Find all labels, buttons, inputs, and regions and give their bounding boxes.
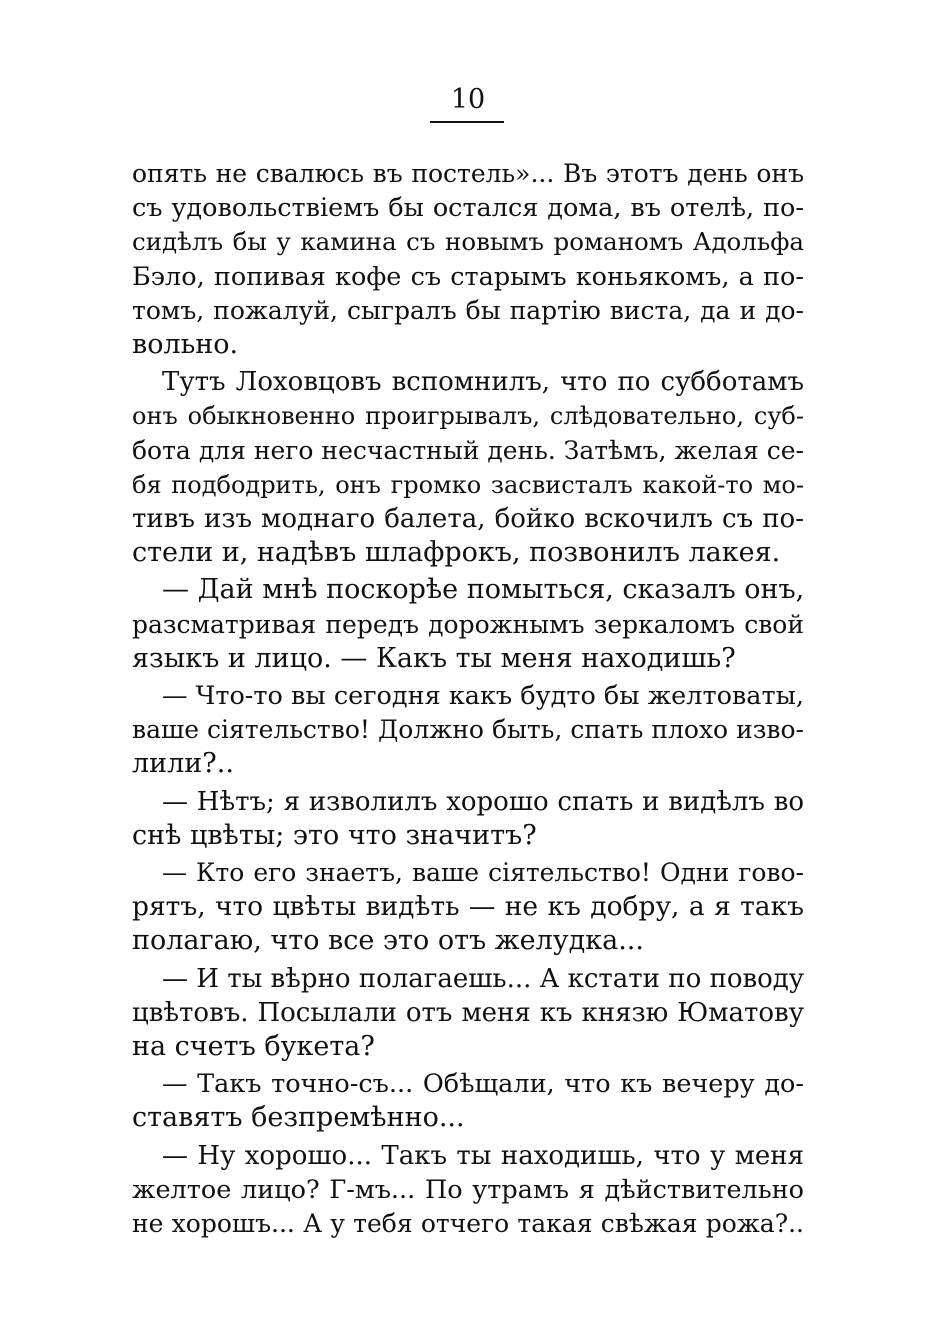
text-line: — Кто его знаетъ, ваше сіятельство! Одни гово- — [162, 858, 804, 888]
text-line: цвѣтовъ. Посылали отъ меня къ князю Юматову — [132, 997, 804, 1028]
paragraph — [132, 679, 804, 782]
text-line: бя подбодрить, онъ громко засвисталъ какой-то мо- — [132, 470, 804, 499]
body-text — [132, 157, 804, 1244]
text-line: стели и, надѣвъ шлафрокъ, позвонилъ лакея. — [132, 537, 781, 569]
text-line: — Такъ точно-съ... Обѣщали, что къ вечеру до- — [162, 1069, 804, 1100]
text-line: желтое лицо? Г-мъ... По утрамъ я дѣйствительно — [132, 1174, 804, 1205]
text-line: разсматривая передъ дорожнымъ зеркаломъ свой — [132, 609, 804, 639]
text-line: на счетъ букета? — [132, 1031, 375, 1063]
text-line: языкъ и лицо. — Какъ ты меня находишь? — [132, 642, 736, 674]
text-line: Тутъ Лоховцовъ вспомнилъ, что по субботамъ — [162, 367, 804, 398]
text-line: бота для него несчастный день. Затѣмъ, желая се- — [132, 435, 804, 465]
paragraph — [132, 157, 804, 362]
paragraph — [132, 962, 804, 1065]
text-line: ставятъ безпремѣнно... — [132, 1102, 465, 1134]
page-number-rule — [430, 121, 504, 123]
text-line: съ удовольствіемъ бы остался дома, въ отелѣ, по- — [132, 193, 804, 224]
text-line: вольно. — [132, 329, 239, 361]
paragraph — [132, 785, 804, 853]
text-line: тивъ изъ моднаго балета, бойко вскочилъ съ по- — [132, 504, 804, 535]
paragraph — [132, 856, 804, 959]
paragraph — [132, 573, 804, 676]
text-line: — Дай мнѣ поскорѣе помыться, сказалъ онъ, — [162, 574, 805, 606]
text-line: сидѣлъ бы у камина съ новымъ романомъ Адольфа — [132, 227, 804, 257]
text-line: онъ обыкновенно проигрывалъ, слѣдовательно, суб- — [132, 402, 804, 431]
text-line: не хорошъ... А у тебя отчего такая свѣжая рожа?.. — [132, 1209, 804, 1239]
text-line: — Ну хорошо... Такъ ты находишь, что у меня — [162, 1140, 804, 1171]
text-line: — И ты вѣрно полагаешь... А кстати по поводу — [162, 963, 805, 994]
paragraph — [132, 365, 804, 570]
text-line: рятъ, что цвѣты видѣть — не къ добру, а я такъ — [132, 891, 804, 923]
text-line: ваше сіятельство! Должно быть, спать плохо изво- — [132, 715, 804, 745]
paragraph — [132, 1139, 804, 1242]
paragraph — [132, 1067, 804, 1135]
page-number: 10 — [450, 84, 486, 115]
text-line: опять не свалюсь въ постель»... Въ этотъ день онъ — [132, 159, 804, 188]
text-line: — Что-то вы сегодня какъ будто бы желтоваты, — [162, 681, 804, 712]
text-line: томъ, пожалуй, сыгралъ бы партію виста, да и до- — [132, 295, 804, 325]
text-line: Бэло, попивая кофе съ старымъ коньякомъ, а по- — [132, 261, 804, 292]
text-line: полагаю, что все это отъ желудка... — [132, 925, 644, 957]
text-line: — Нѣтъ; я изволилъ хорошо спать и видѣлъ во — [162, 786, 804, 817]
text-line: снѣ цвѣты; это что значитъ? — [132, 819, 537, 851]
text-line: лили?.. — [132, 748, 234, 780]
